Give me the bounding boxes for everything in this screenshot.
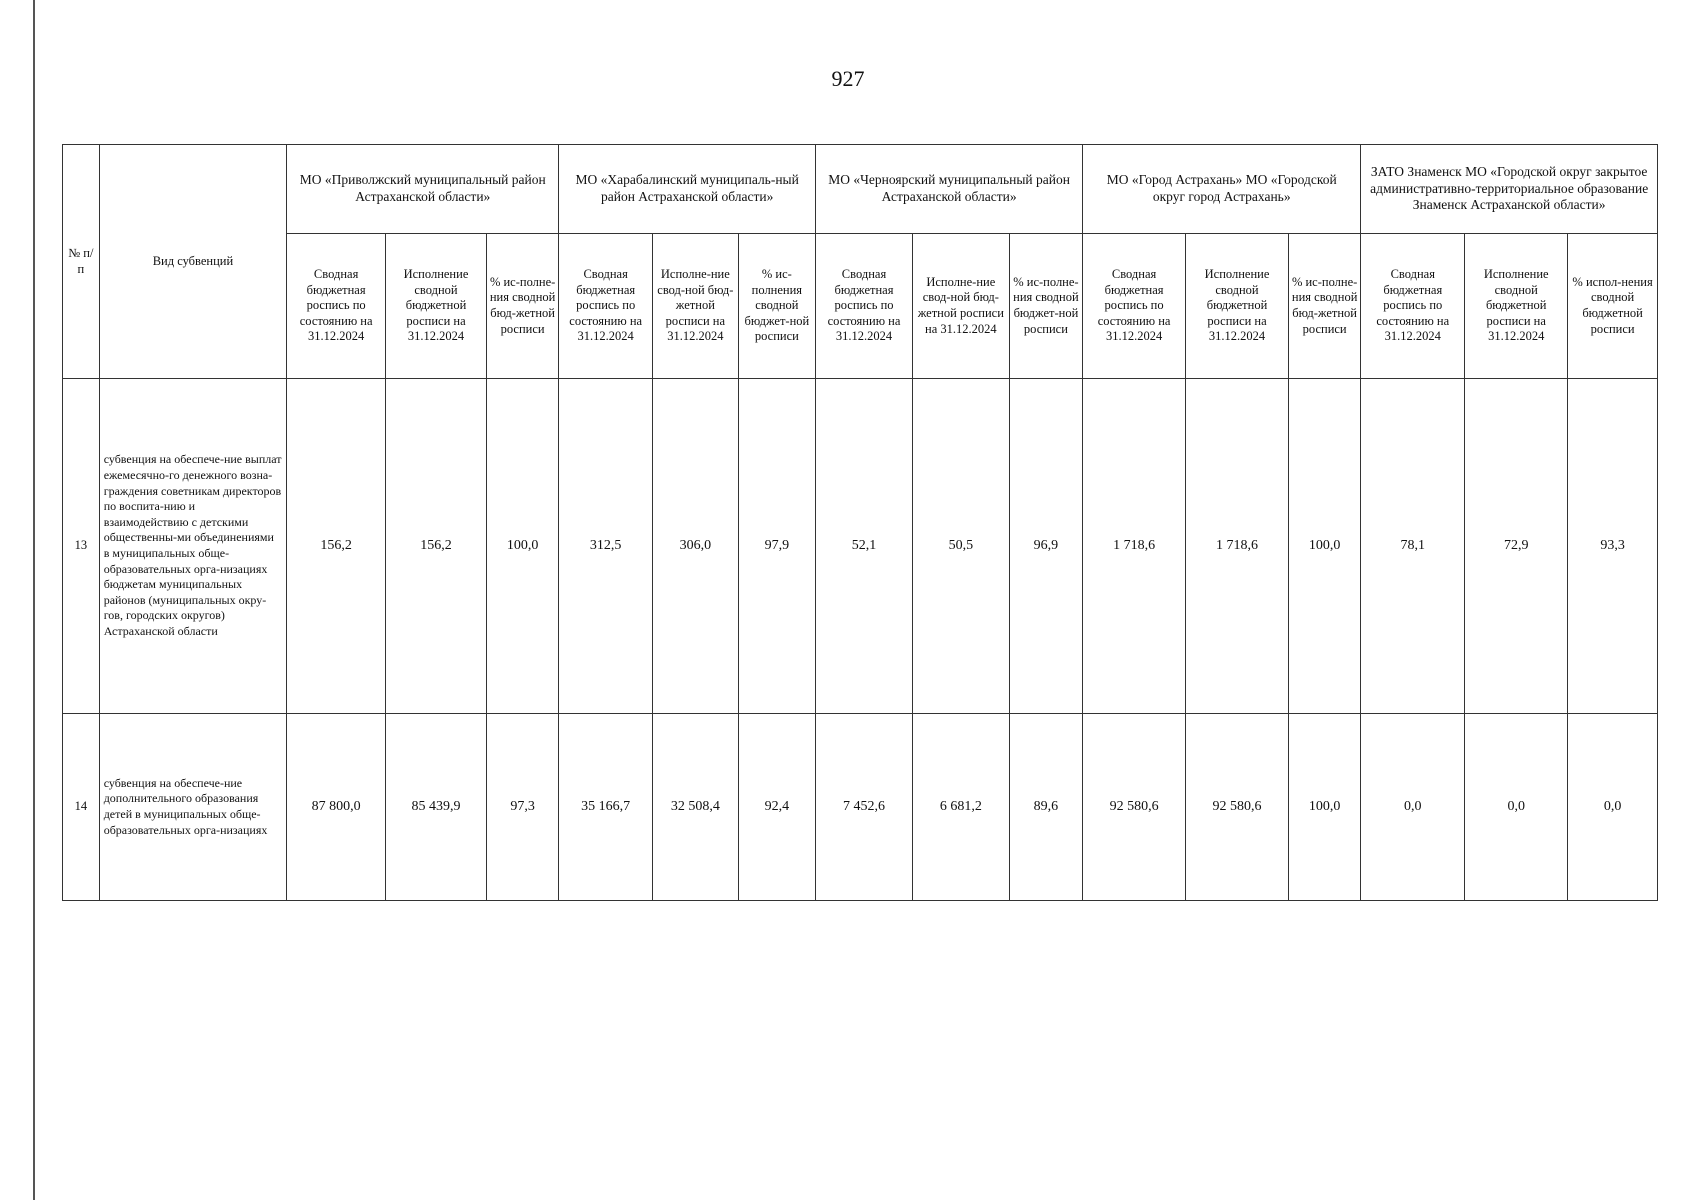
group-header-kharabalinsky: МО «Харабалинский муниципаль-ный район Астраханской области» bbox=[559, 145, 816, 234]
value-cell: 87 800,0 bbox=[287, 714, 386, 901]
table-row bbox=[63, 714, 1658, 901]
value-cell: 92 580,6 bbox=[1083, 714, 1186, 901]
subsidy-execution-table bbox=[62, 144, 1658, 901]
value-cell: 100,0 bbox=[1288, 714, 1360, 901]
value-cell: 312,5 bbox=[559, 379, 653, 714]
col-header-execution: Исполне-ние свод-ной бюд-жетной росписи на 31.12.2024 bbox=[912, 234, 1009, 379]
group-header-privolzhsky: МО «Приволжский муниципальный район Астраханской области» bbox=[287, 145, 559, 234]
value-cell: 306,0 bbox=[653, 379, 739, 714]
col-header-budget-plan: Сводная бюджетная роспись по состоянию на 31.12.2024 bbox=[1083, 234, 1186, 379]
table-group-header-row bbox=[63, 145, 1658, 234]
value-cell: 100,0 bbox=[486, 379, 558, 714]
row-number: 14 bbox=[63, 714, 100, 901]
group-header-astrakhan-city: МО «Город Астрахань» МО «Городской округ город Астрахань» bbox=[1083, 145, 1361, 234]
col-header-execution-percent: % ис-полне-ния сводной бюд-жетной росписи bbox=[1288, 234, 1360, 379]
table-row bbox=[63, 379, 1658, 714]
value-cell: 72,9 bbox=[1465, 379, 1568, 714]
table-subheader-row bbox=[63, 234, 1658, 379]
col-header-budget-plan: Сводная бюджетная роспись по состоянию на 31.12.2024 bbox=[1361, 234, 1465, 379]
col-header-execution: Исполнение сводной бюджетной росписи на 31.12.2024 bbox=[1186, 234, 1289, 379]
col-header-execution-percent: % испол-нения сводной бюджетной росписи bbox=[1568, 234, 1658, 379]
value-cell: 97,9 bbox=[738, 379, 815, 714]
col-header-number: № п/п bbox=[63, 145, 100, 379]
value-cell: 1 718,6 bbox=[1083, 379, 1186, 714]
value-cell: 93,3 bbox=[1568, 379, 1658, 714]
col-header-execution-percent: % ис-полнения сводной бюджет-ной росписи bbox=[738, 234, 815, 379]
value-cell: 156,2 bbox=[386, 379, 487, 714]
group-header-znamensk: ЗАТО Знаменск МО «Городской округ закрытое административно-территориальное образование Знаменск Астраханской области» bbox=[1361, 145, 1658, 234]
value-cell: 32 508,4 bbox=[653, 714, 739, 901]
value-cell: 50,5 bbox=[912, 379, 1009, 714]
value-cell: 0,0 bbox=[1568, 714, 1658, 901]
value-cell: 85 439,9 bbox=[386, 714, 487, 901]
value-cell: 96,9 bbox=[1009, 379, 1082, 714]
value-cell: 35 166,7 bbox=[559, 714, 653, 901]
value-cell: 100,0 bbox=[1288, 379, 1360, 714]
value-cell: 0,0 bbox=[1361, 714, 1465, 901]
col-header-execution-percent: % ис-полне-ния сводной бюджет-ной росписи bbox=[1009, 234, 1082, 379]
col-header-budget-plan: Сводная бюджетная роспись по состоянию на 31.12.2024 bbox=[287, 234, 386, 379]
page-number: 927 bbox=[831, 66, 865, 91]
group-header-chernoyarsky: МО «Черноярский муниципальный район Астраханской области» bbox=[816, 145, 1083, 234]
scan-left-margin-line bbox=[33, 0, 35, 1200]
value-cell: 97,3 bbox=[486, 714, 558, 901]
value-cell: 92 580,6 bbox=[1186, 714, 1289, 901]
value-cell: 78,1 bbox=[1361, 379, 1465, 714]
col-header-execution: Исполнение сводной бюджетной росписи на 31.12.2024 bbox=[386, 234, 487, 379]
col-header-execution: Исполнение сводной бюджетной росписи на 31.12.2024 bbox=[1465, 234, 1568, 379]
row-number: 13 bbox=[63, 379, 100, 714]
col-header-budget-plan: Сводная бюджетная роспись по состоянию на 31.12.2024 bbox=[816, 234, 913, 379]
value-cell: 52,1 bbox=[816, 379, 913, 714]
value-cell: 0,0 bbox=[1465, 714, 1568, 901]
value-cell: 89,6 bbox=[1009, 714, 1082, 901]
value-cell: 1 718,6 bbox=[1186, 379, 1289, 714]
value-cell: 6 681,2 bbox=[912, 714, 1009, 901]
subsidy-kind-cell: субвенция на обеспече-ние выплат ежемесячно-го денежного возна-граждения советникам директоров по воспита-нию и взаимодействию с детскими общественны-ми объединениями в муниципальных обще-образовательных орга-низациях бюджетам муниципальных районов (муниципальных окру-гов, городских округов) Астраханской области bbox=[99, 379, 287, 714]
col-header-subsidy-kind: Вид субвенций bbox=[99, 145, 287, 379]
value-cell: 7 452,6 bbox=[816, 714, 913, 901]
value-cell: 92,4 bbox=[738, 714, 815, 901]
subsidy-kind-cell: субвенция на обеспече-ние дополнительного образования детей в муниципальных обще-образовательных орга-низациях bbox=[99, 714, 287, 901]
col-header-execution: Исполне-ние свод-ной бюд-жетной росписи на 31.12.2024 bbox=[653, 234, 739, 379]
col-header-budget-plan: Сводная бюджетная роспись по состоянию на 31.12.2024 bbox=[559, 234, 653, 379]
value-cell: 156,2 bbox=[287, 379, 386, 714]
col-header-execution-percent: % ис-полне-ния сводной бюд-жетной росписи bbox=[486, 234, 558, 379]
